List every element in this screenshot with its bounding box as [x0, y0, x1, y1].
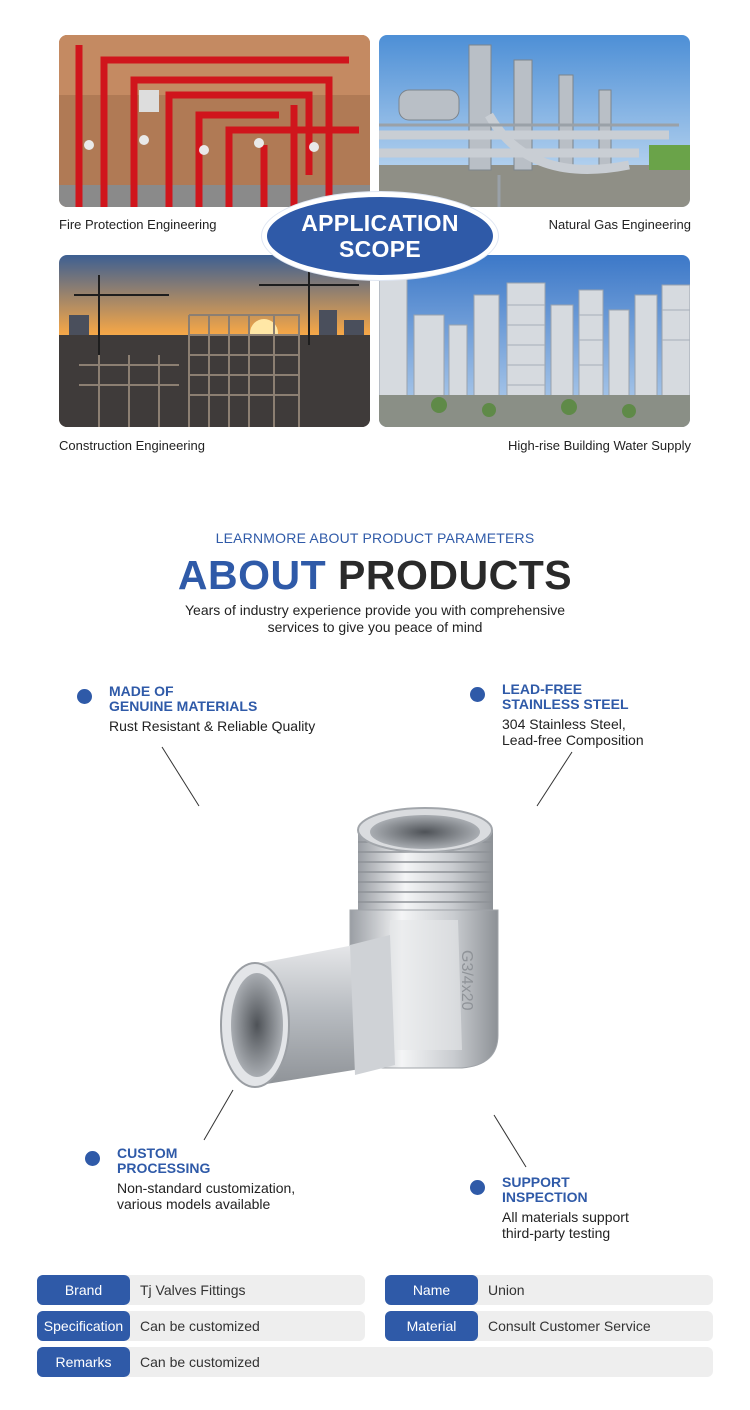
feature-title-line: SUPPORT	[502, 1174, 570, 1190]
caption-natural-gas: Natural Gas Engineering	[548, 217, 691, 232]
feature-desc-line: All materials support	[502, 1209, 629, 1225]
feature-title-line: LEAD-FREE	[502, 681, 583, 697]
feature-description	[117, 1180, 295, 1212]
feature-title-line: CUSTOM	[117, 1145, 178, 1161]
spec-row-brand	[37, 1275, 365, 1305]
fitting-engraving: G3/4x20	[458, 950, 475, 1011]
spec-row-name	[385, 1275, 713, 1305]
connector-line-inspection	[494, 1115, 526, 1167]
spec-key: Remarks	[37, 1347, 130, 1377]
caption-fire-protection: Fire Protection Engineering	[59, 217, 217, 232]
feature-title	[117, 1146, 210, 1176]
feature-title-line: MADE OF	[109, 683, 174, 699]
spec-key: Material	[385, 1311, 478, 1341]
title-part-products: PRODUCTS	[338, 552, 573, 598]
fire-protection-image	[59, 35, 370, 207]
feature-desc-line: 304 Stainless Steel,	[502, 716, 626, 732]
spec-row-specification	[37, 1311, 365, 1341]
feature-bullet-dot	[470, 687, 485, 702]
feature-desc-line: Lead-free Composition	[502, 732, 644, 748]
spec-key: Name	[385, 1275, 478, 1305]
feature-description	[502, 1209, 629, 1241]
subtitle-line-2: services to give you peace of mind	[267, 619, 483, 635]
feature-desc-line: third-party testing	[502, 1225, 611, 1241]
spec-value: Can be customized	[140, 1354, 260, 1370]
badge-line-1: APPLICATION	[301, 210, 459, 236]
caption-construction: Construction Engineering	[59, 438, 205, 453]
feature-bullet-dot	[77, 689, 92, 704]
spec-value: Union	[488, 1282, 525, 1298]
feature-desc-line: Non-standard customization,	[117, 1180, 296, 1196]
spec-row-remarks	[37, 1347, 713, 1377]
connector-line-steel	[537, 752, 572, 806]
spec-value: Can be customized	[140, 1318, 260, 1334]
application-scope-badge	[262, 192, 498, 280]
feature-title-line: INSPECTION	[502, 1189, 588, 1205]
feature-description	[502, 716, 644, 748]
title-part-about: ABOUT	[177, 552, 327, 598]
spec-value: Tj Valves Fittings	[140, 1282, 246, 1298]
caption-high-rise: High-rise Building Water Supply	[507, 438, 691, 453]
spec-value: Consult Customer Service	[488, 1318, 651, 1334]
feature-desc-line: various models available	[117, 1196, 271, 1212]
feature-title-line: STAINLESS STEEL	[502, 696, 629, 712]
feature-title-line: GENUINE MATERIALS	[109, 698, 258, 714]
spec-key: Brand	[37, 1275, 130, 1305]
stainless-elbow-fitting-image	[200, 800, 520, 1100]
about-products-title	[0, 552, 750, 599]
feature-title	[109, 684, 257, 714]
connector-line-materials	[162, 747, 199, 806]
high-rise-image	[379, 255, 690, 427]
feature-title-line: PROCESSING	[117, 1160, 211, 1176]
feature-bullet-dot	[470, 1180, 485, 1195]
spec-key: Specification	[37, 1311, 130, 1341]
feature-title	[502, 1175, 588, 1205]
natural-gas-image	[379, 35, 690, 207]
learnmore-heading: LEARNMORE ABOUT PRODUCT PARAMETERS	[215, 530, 535, 546]
spec-row-material	[385, 1311, 713, 1341]
about-subtitle	[0, 602, 750, 636]
construction-image	[59, 255, 370, 427]
feature-bullet-dot	[85, 1151, 100, 1166]
subtitle-line-1: Years of industry experience provide you with comprehensive	[184, 602, 566, 618]
feature-desc-line: Rust Resistant & Reliable Quality	[109, 718, 316, 734]
feature-title	[502, 682, 629, 712]
feature-description	[109, 718, 315, 734]
badge-line-2: SCOPE	[338, 236, 422, 262]
